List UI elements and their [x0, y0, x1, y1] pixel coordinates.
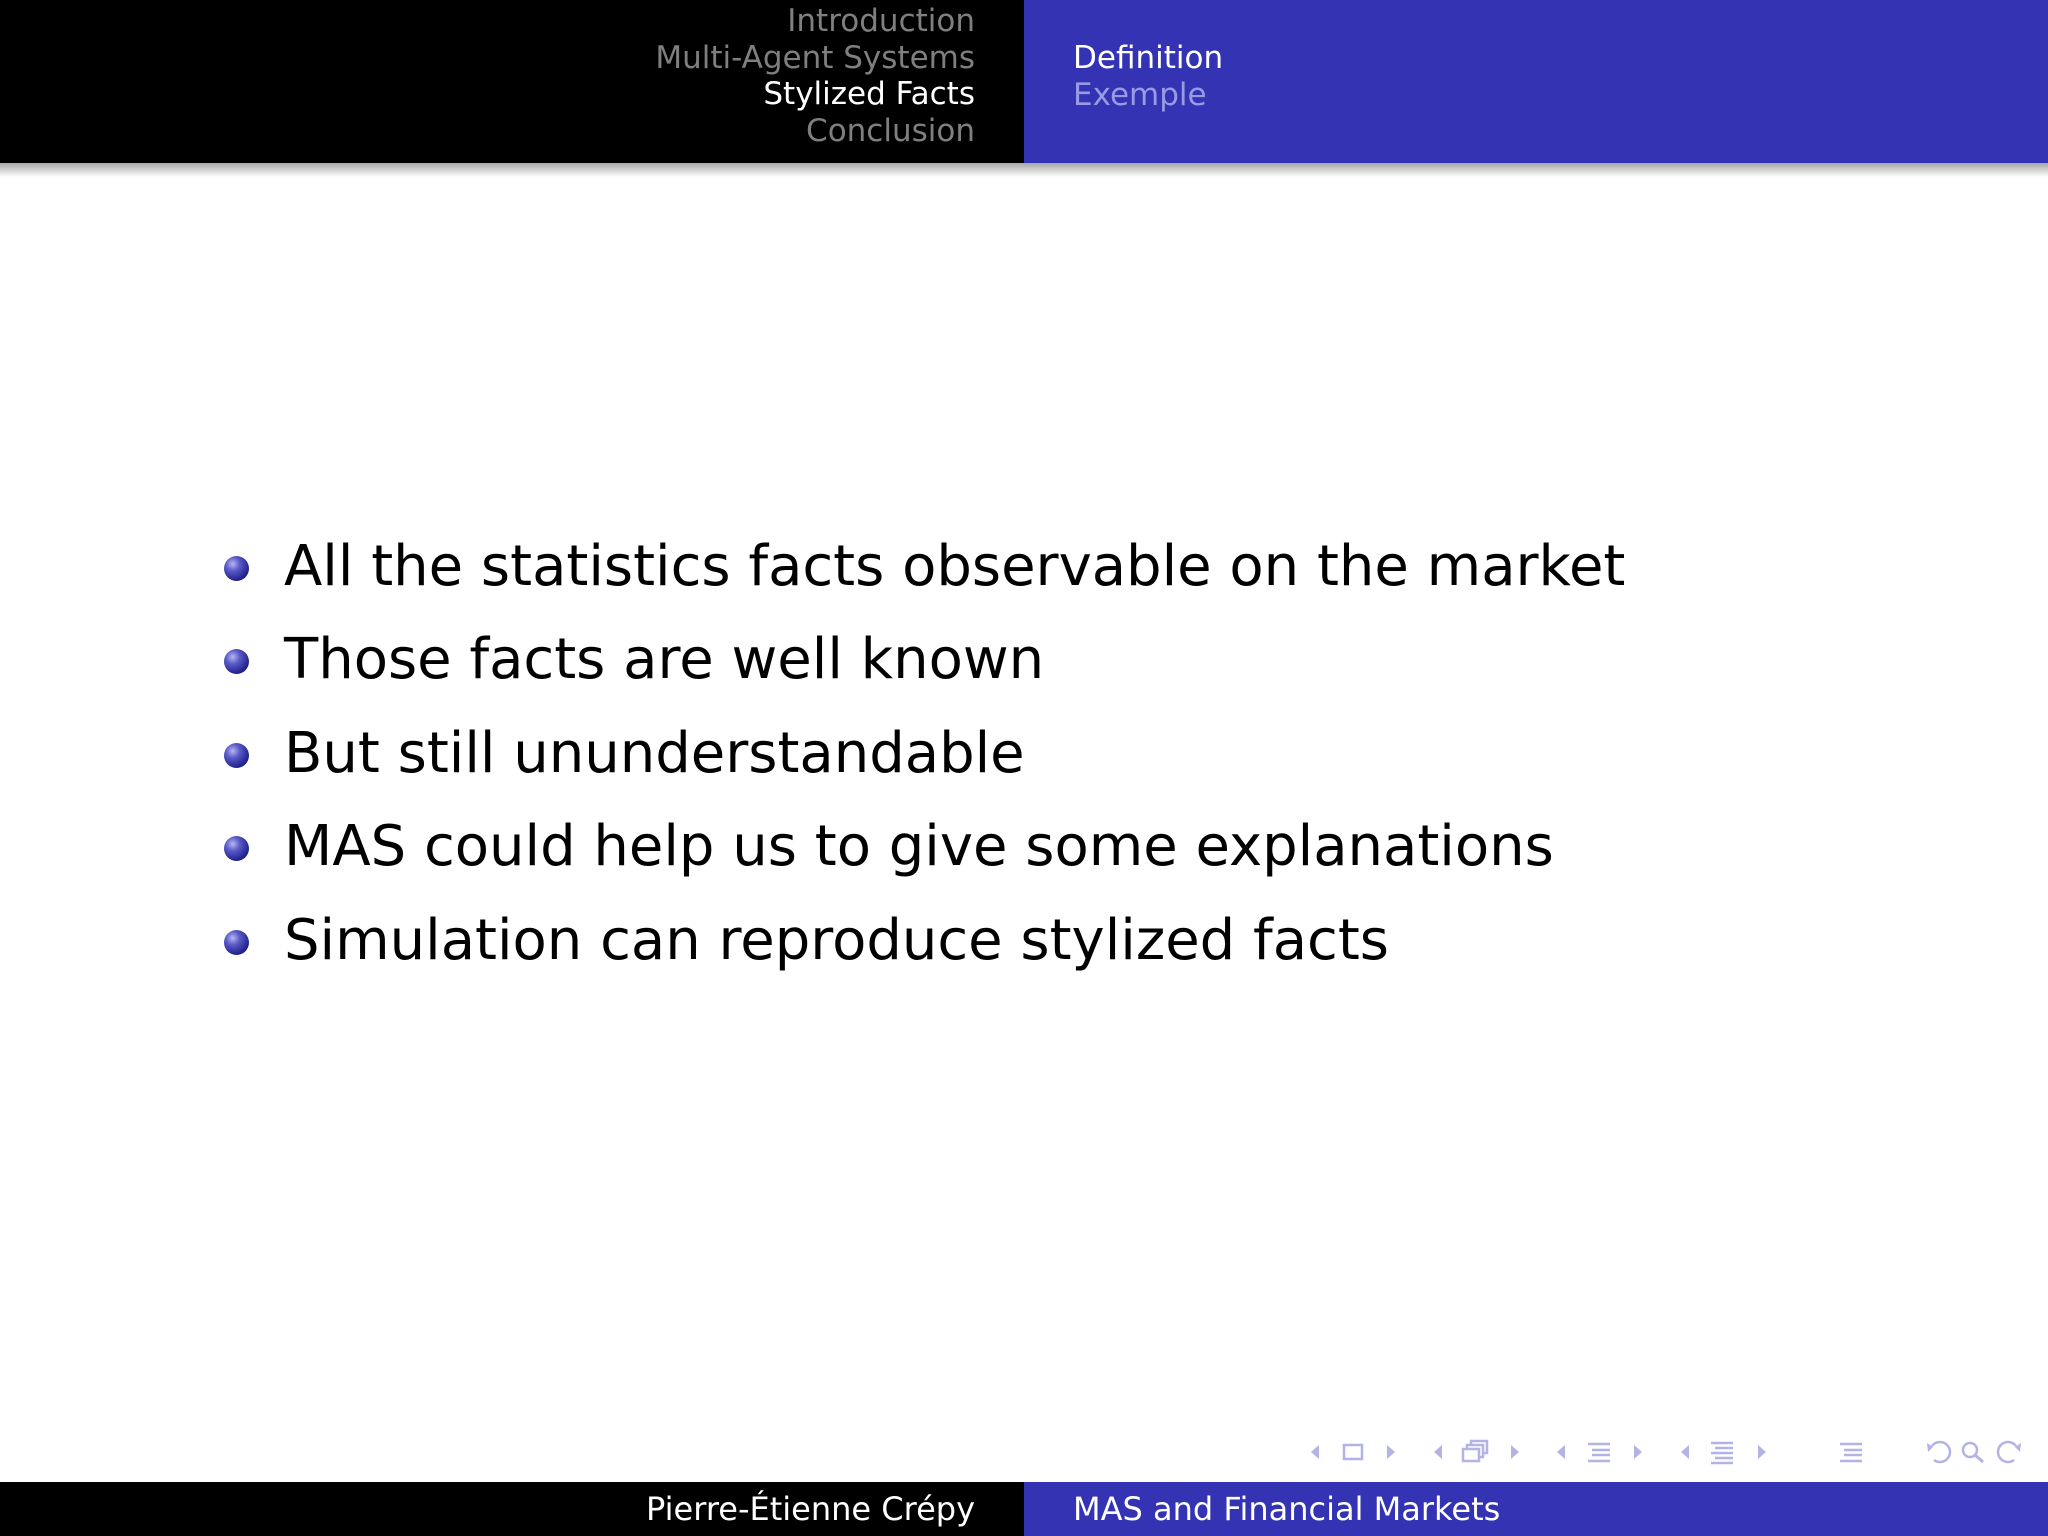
bullet-ball-icon: [224, 556, 249, 581]
bullet-text: But still ununderstandable: [284, 720, 1025, 786]
section-list: [655, 3, 975, 149]
section-icon[interactable]: [1708, 1434, 1736, 1470]
section-navigation: [0, 0, 1024, 163]
footer-author: Pierre-Étienne Crépy: [646, 1490, 975, 1528]
prev-section-icon[interactable]: [1553, 1434, 1569, 1470]
header-bar: [0, 0, 2048, 163]
go-back-icon[interactable]: [1924, 1434, 1954, 1470]
navigation-symbols: [1300, 1434, 2030, 1470]
next-subsection-icon[interactable]: [1507, 1434, 1523, 1470]
section-icon[interactable]: [1585, 1434, 1613, 1470]
subsection-navigation: [1024, 0, 2048, 163]
slide-frame-icon[interactable]: [1341, 1434, 1365, 1470]
bullet-ball-icon: [224, 649, 249, 674]
prev-subsection-icon[interactable]: [1430, 1434, 1446, 1470]
bullet-text: MAS could help us to give some explanations: [284, 814, 1554, 880]
footer-author-box: [0, 1482, 1024, 1536]
prev-slide-icon[interactable]: [1307, 1434, 1323, 1470]
search-icon[interactable]: [1958, 1434, 1988, 1470]
section-multi-agent-systems[interactable]: Multi-Agent Systems: [655, 39, 975, 76]
section-introduction[interactable]: Introduction: [787, 3, 975, 39]
next-slide-icon[interactable]: [1383, 1434, 1399, 1470]
header-shadow: [0, 163, 2048, 177]
bullet-text: Simulation can reproduce stylized facts: [284, 907, 1389, 973]
next-section-icon[interactable]: [1754, 1434, 1770, 1470]
subsection-exemple[interactable]: Exemple: [1073, 76, 1207, 113]
subsection-list: [1073, 40, 1223, 113]
go-forward-icon[interactable]: [1994, 1434, 2024, 1470]
footer-title: MAS and Financial Markets: [1073, 1490, 1501, 1528]
bullet-text: Those facts are well known: [284, 627, 1045, 693]
bullet-ball-icon: [224, 743, 249, 768]
document-icon[interactable]: [1837, 1434, 1865, 1470]
bullet-ball-icon: [224, 836, 249, 861]
footer-bar: [0, 1482, 2048, 1536]
section-stylized-facts[interactable]: Stylized Facts: [763, 76, 975, 112]
subsection-icon[interactable]: [1459, 1434, 1493, 1470]
section-conclusion[interactable]: Conclusion: [806, 112, 975, 149]
bullet-text: All the statistics facts observable on the market: [284, 534, 1626, 599]
footer-title-box: [1024, 1482, 2048, 1536]
prev-section-icon[interactable]: [1677, 1434, 1693, 1470]
next-section-icon[interactable]: [1630, 1434, 1646, 1470]
bullet-ball-icon: [224, 930, 249, 955]
subsection-definition[interactable]: Definition: [1073, 40, 1224, 76]
